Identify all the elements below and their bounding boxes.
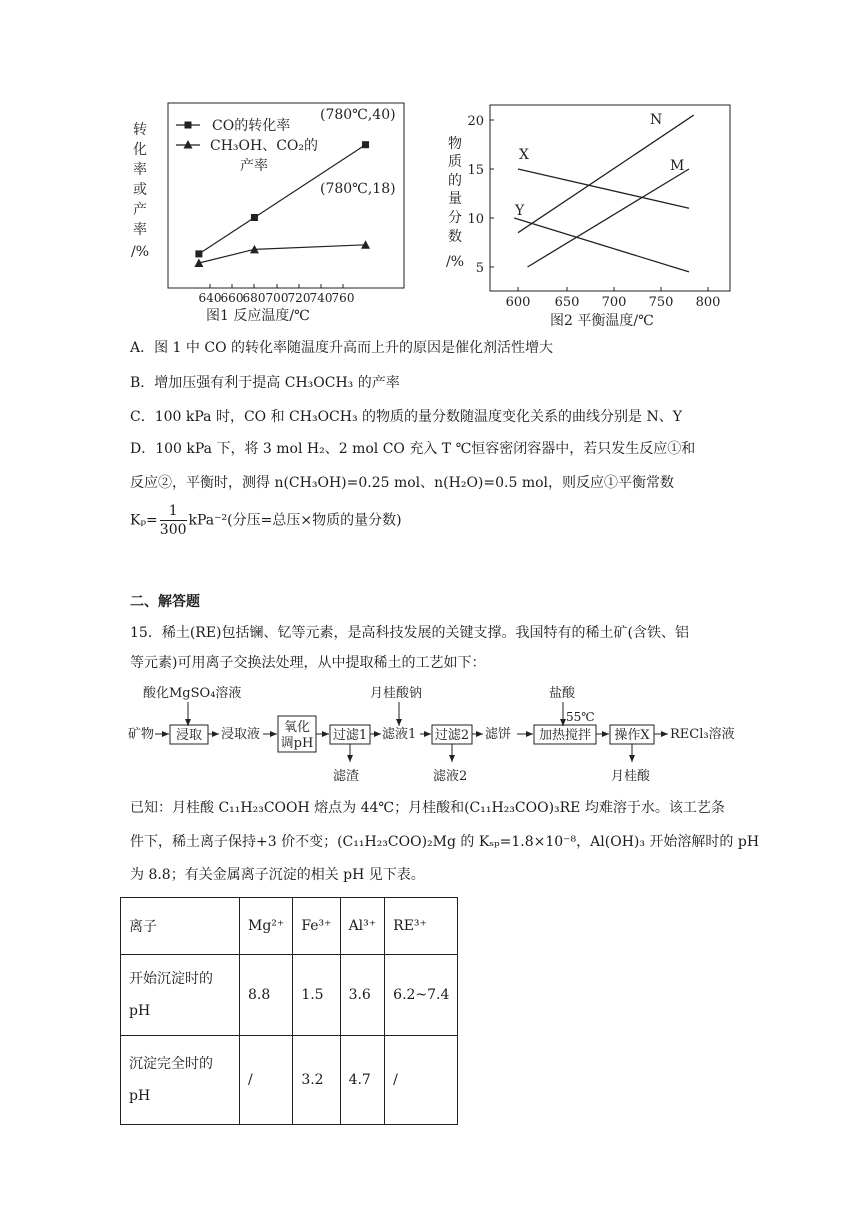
- known-line3: 为 8.8；有关金属离子沉淀的相关 pH 见下表。: [130, 867, 425, 883]
- fig2-x-tick-label: 650: [554, 295, 580, 310]
- fig1-x-tick-label: 660: [220, 291, 244, 305]
- fig1-series-line: [199, 145, 366, 254]
- table-header-cell: Fe³⁺: [293, 898, 340, 955]
- reagent-sodium-laurate: 月桂酸钠: [370, 686, 423, 701]
- fig2-x-ticks: [506, 287, 721, 310]
- section-title: 二、解答题: [130, 594, 200, 610]
- figure-2: [440, 100, 740, 332]
- node-oxidize-line1: 氧化: [283, 720, 311, 735]
- table-header-cell: RE³⁺: [385, 898, 458, 955]
- node-residue: 滤渣: [333, 769, 360, 784]
- kp-symbol: Kₚ=: [130, 512, 158, 529]
- reaction-temperature: 55℃: [566, 710, 595, 724]
- fig1-series-line: [199, 245, 366, 263]
- table-row-label: 沉淀完全时的pH: [121, 1036, 240, 1125]
- table-cell: 8.8: [240, 955, 293, 1036]
- table-cell: 6.2~7.4: [385, 955, 458, 1036]
- fig2-caption: 图2 平衡温度/℃: [550, 313, 654, 329]
- table-header-cell: Mg²⁺: [240, 898, 293, 955]
- fig2-ylabel-char: 量: [448, 191, 462, 207]
- fig1-y-label: [131, 122, 149, 260]
- node-operation-x: 操作X: [614, 728, 650, 743]
- fig2-ylabel-char: /%: [445, 254, 465, 270]
- node-filter2: 过滤2: [434, 728, 470, 743]
- fig2-series-line-y: [514, 218, 689, 272]
- node-leach: 浸取: [175, 728, 203, 743]
- figure-1: [120, 100, 420, 330]
- fig1-ylabel-char: 转: [133, 122, 147, 138]
- table-cell: /: [385, 1036, 458, 1125]
- option-d-line3: [130, 502, 402, 539]
- node-leachate: 浸取液: [221, 727, 261, 742]
- fig1-x-tick-label: 700: [265, 291, 289, 305]
- table-cell: 3.6: [340, 955, 385, 1036]
- fig1-co-point: [195, 250, 202, 257]
- fig1-ylabel-char: 产: [133, 202, 147, 218]
- fig1-ylabel-char: 或: [133, 182, 147, 198]
- table-header-row: [121, 898, 458, 955]
- fig1-x-tick-label: 720: [287, 291, 311, 305]
- fig2-label-x: X: [519, 147, 529, 163]
- fig1-x-tick-label: 640: [198, 291, 222, 305]
- node-filter1: 过滤1: [332, 728, 368, 743]
- fig1-legend-co: CO的转化率: [212, 118, 291, 134]
- fig2-x-tick-label: 800: [695, 295, 721, 310]
- reagent-hcl: 盐酸: [549, 686, 576, 701]
- option-b: B．增加压强有利于提高 CH₃OCH₃ 的产率: [130, 375, 400, 391]
- fig2-line-labels: [514, 112, 684, 219]
- table-cell: /: [240, 1036, 293, 1125]
- fig2-label-y: Y: [515, 203, 525, 219]
- fig2-label-m: M: [670, 158, 685, 174]
- node-lauric-acid: 月桂酸: [611, 769, 651, 784]
- fig1-plot-area: [194, 141, 370, 267]
- reagent-mgso4: 酸化MgSO₄溶液: [143, 686, 242, 701]
- fig2-y-tick-label: 10: [467, 212, 484, 227]
- fig1-annotation-ch3oh: (780℃,18): [320, 181, 396, 197]
- fig2-x-tick-label: 750: [648, 295, 674, 310]
- fig1-caption: 图1 反应温度/℃: [206, 308, 310, 324]
- process-flowchart: [125, 682, 740, 788]
- fig2-ylabel-char: 物: [448, 136, 462, 152]
- node-filter-cake: 滤饼: [485, 727, 512, 742]
- fig2-y-label: [446, 135, 464, 270]
- fig1-x-tick-label: 680: [242, 291, 266, 305]
- fig2-label-n: N: [650, 112, 663, 128]
- kp-unit: kPa⁻²(分压=总压×物质的量分数): [188, 512, 402, 529]
- q15-line1: 15．稀土(RE)包括镧、钇等元素，是高科技发展的关键支撑。我国特有的稀土矿(含铁、铝: [130, 625, 689, 641]
- fig2-frame: [490, 105, 730, 291]
- fig2-y-tick-label: 20: [467, 114, 484, 129]
- fig1-legend-ch3oh-2: 产率: [240, 158, 268, 174]
- fig2-y-tick-label: 15: [467, 163, 484, 178]
- fig2-series-line-n: [518, 115, 694, 233]
- precipitation-ph-table: [120, 897, 458, 1125]
- kp-numerator: 1: [160, 502, 187, 521]
- fig1-legend-ch3oh: CH₃OH、CO₂的: [210, 138, 319, 154]
- fig2-ylabel-char: 分: [448, 210, 462, 226]
- table-cell: 3.2: [293, 1036, 340, 1125]
- node-oxidize-line2: 调pH: [280, 736, 314, 751]
- node-product: RECl₃溶液: [670, 727, 735, 742]
- node-heat-stir: 加热搅拌: [538, 728, 592, 743]
- node-filtrate1: 滤液1: [382, 727, 417, 742]
- fig1-co-point: [251, 214, 258, 221]
- fig1-ylabel-char: 化: [133, 142, 147, 158]
- fig2-series-line-m: [528, 169, 690, 267]
- known-line1: 已知：月桂酸 C₁₁H₂₃COOH 熔点为 44℃；月桂酸和(C₁₁H₂₃COO)₃RE 均难溶于水。该工艺条: [130, 800, 725, 816]
- table-cell: 4.7: [340, 1036, 385, 1125]
- fig2-ylabel-char: 质: [448, 154, 462, 170]
- table-row-label: 开始沉淀时的pH: [121, 955, 240, 1036]
- option-c: C．100 kPa 时，CO 和 CH₃OCH₃ 的物质的量分数随温度变化关系的曲线分别是 N、Y: [130, 409, 682, 425]
- node-ore: 矿物: [128, 727, 155, 742]
- table-cell: 1.5: [293, 955, 340, 1036]
- fig2-x-tick-label: 600: [505, 295, 531, 310]
- fig1-ylabel-char: /%: [130, 244, 150, 260]
- node-filtrate2: 滤液2: [433, 769, 468, 784]
- fig1-co-point: [362, 141, 369, 148]
- table-row: [121, 955, 458, 1036]
- fig2-y-tick-label: 5: [475, 261, 484, 276]
- table-header-cell: Al³⁺: [340, 898, 385, 955]
- fig1-legend: [176, 118, 318, 174]
- option-a: A．图 1 中 CO 的转化率随温度升高而上升的原因是催化剂活性增大: [130, 340, 554, 356]
- fig1-ylabel-char: 率: [133, 222, 147, 238]
- table-row: [121, 1036, 458, 1125]
- fig2-ylabel-char: 的: [448, 173, 462, 189]
- fig1-ylabel-char: 率: [133, 162, 147, 178]
- fig1-x-ticks: [199, 284, 355, 305]
- fig1-annotation-co: (780℃,40): [320, 107, 396, 123]
- fig1-x-tick-label: 740: [309, 291, 333, 305]
- kp-denominator: 300: [159, 522, 187, 538]
- option-d-line1: D．100 kPa 下，将 3 mol H₂、2 mol CO 充入 T ℃恒容密闭容器中，若只发生反应①和: [130, 441, 696, 457]
- fig2-x-tick-label: 700: [601, 295, 627, 310]
- fig2-plot-area: [514, 115, 694, 272]
- table-header-cell: 离子: [121, 898, 240, 955]
- known-line2: 件下，稀土离子保持+3 价不变；(C₁₁H₂₃COO)₂Mg 的 Kₛₚ=1.8×10⁻⁸，Al(OH)₃ 开始溶解时的 pH: [130, 834, 760, 850]
- kp-fraction: [160, 502, 187, 539]
- option-d-line2: 反应②，平衡时，测得 n(CH₃OH)=0.25 mol、n(H₂O)=0.5 mol，则反应①平衡常数: [130, 475, 675, 491]
- q15-line2: 等元素)可用离子交换法处理，从中提取稀土的工艺如下：: [130, 655, 486, 671]
- fig1-x-tick-label: 760: [331, 291, 355, 305]
- fig2-ylabel-char: 数: [448, 229, 462, 245]
